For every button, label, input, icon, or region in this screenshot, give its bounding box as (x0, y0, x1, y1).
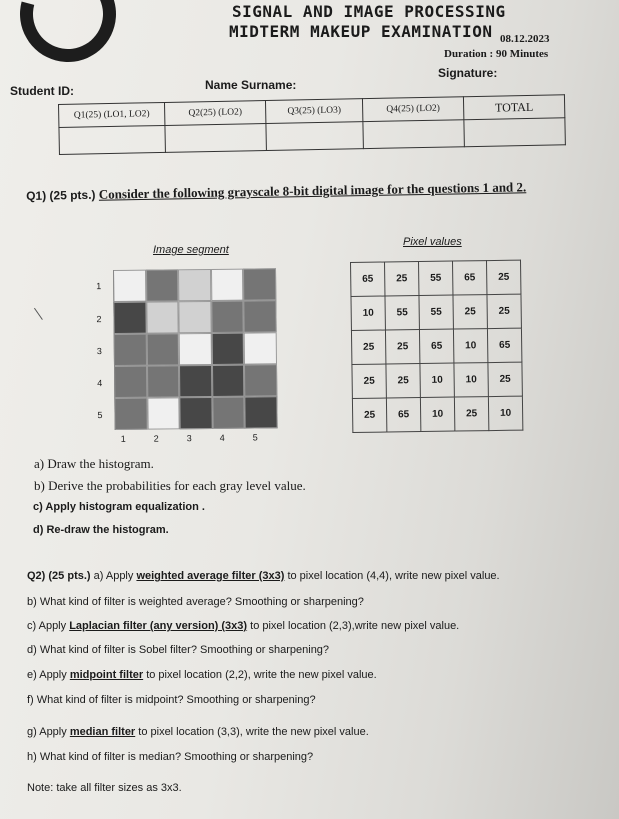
image-pixel-cell (211, 301, 244, 333)
image-pixel-cell (210, 269, 243, 301)
q2-part-b: b) What kind of filter is weighted average? Smoothing or sharpening? (27, 596, 364, 608)
image-pixel-cell (146, 333, 179, 365)
image-segment-figure (96, 268, 277, 444)
student-id-label: Student ID: (10, 84, 74, 98)
q2-g-pre: g) Apply (27, 726, 70, 738)
grade-header-q2: Q2(25) (LO2) (164, 101, 265, 126)
pixel-value-cell: 25 (385, 262, 419, 296)
q2-c-post: to pixel location (2,3),write new pixel value. (247, 620, 460, 632)
pixel-values-figure (350, 260, 523, 433)
pixel-value-cell: 25 (486, 260, 520, 294)
col-label: 5 (252, 432, 258, 443)
exam-duration: Duration : 90 Minutes (444, 48, 549, 60)
pixel-row (352, 396, 522, 432)
score-cell-q3 (266, 122, 364, 151)
image-pixel-cell (114, 366, 147, 398)
image-pixel-cell (244, 332, 277, 364)
pixel-value-cell: 25 (487, 294, 521, 328)
q1-prefix: Q1) (25 pts.) (26, 187, 96, 203)
q1-part-c: c) Apply histogram equalization . (33, 501, 205, 513)
pixel-value-cell: 10 (488, 396, 522, 430)
pixel-value-cell: 10 (351, 296, 385, 330)
image-pixel-cell (179, 365, 212, 397)
score-cell-q4 (363, 120, 464, 149)
image-pixel-cell (244, 364, 277, 396)
image-segment-caption: Image segment (153, 244, 229, 256)
q2-part-d: d) What kind of filter is Sobel filter? Smoothing or sharpening? (27, 644, 330, 656)
q2-e-post: to pixel location (2,2), write the new pixel value. (143, 669, 377, 681)
row-label: 4 (97, 378, 103, 389)
pixel-value-cell: 65 (452, 261, 486, 295)
image-pixel-cell (244, 396, 277, 428)
image-pixel-cell (113, 270, 146, 302)
q2-part-e (27, 669, 377, 681)
q2-e-filter: midpoint filter (69, 669, 144, 681)
grade-header-q3: Q3(25) (LO3) (265, 99, 362, 124)
col-label: 3 (186, 433, 192, 444)
image-pixel-cell (212, 397, 245, 429)
row-label: 2 (96, 314, 102, 325)
image-segment-grid (113, 268, 277, 430)
q2-c-pre: c) Apply (27, 620, 70, 632)
pixel-value-cell: 65 (487, 328, 521, 362)
exam-title-line2: MIDTERM MAKEUP EXAMINATION (229, 22, 493, 41)
q1-part-d: d) Re-draw the histogram. (33, 524, 169, 536)
q2-a-pre: a) Apply (90, 570, 137, 582)
grade-header-total: TOTAL (463, 95, 564, 120)
pixel-value-cell: 55 (385, 296, 419, 330)
pixel-value-cell: 10 (454, 363, 488, 397)
pixel-value-cell: 55 (419, 295, 453, 329)
score-cell-total (464, 118, 565, 147)
score-cell-q1 (59, 125, 165, 154)
pixel-value-cell: 25 (453, 295, 487, 329)
signature-label: Signature: (438, 66, 498, 80)
row-label: 1 (96, 281, 102, 292)
image-pixel-cell (145, 269, 178, 301)
q2-a-post: to pixel location (4,4), write new pixel value. (284, 570, 500, 582)
q2-e-pre: e) Apply (27, 669, 70, 681)
image-pixel-cell (211, 333, 244, 365)
image-pixel-cell (179, 333, 212, 365)
q2-part-a (27, 570, 500, 582)
col-label: 2 (153, 433, 159, 444)
grade-header-q4: Q4(25) (LO2) (362, 97, 463, 122)
image-pixel-cell (178, 301, 211, 333)
pixel-value-cell: 25 (386, 364, 420, 398)
exam-date: 08.12.2023 (500, 33, 550, 45)
image-pixel-cell (114, 334, 147, 366)
grade-table (58, 94, 566, 155)
pixel-value-cell: 10 (453, 329, 487, 363)
pixel-value-cell: 10 (420, 363, 454, 397)
pixel-values-caption: Pixel values (403, 236, 462, 248)
q2-part-g (27, 726, 369, 738)
image-pixel-cell (147, 397, 180, 429)
image-pixel-cell (178, 269, 211, 301)
q2-prefix: Q2) (25 pts.) (27, 570, 91, 582)
pixel-row (351, 328, 521, 364)
pixel-value-cell: 55 (419, 261, 453, 295)
pixel-value-cell: 25 (351, 330, 385, 364)
pixel-value-cell: 65 (386, 398, 420, 432)
pixel-value-cell: 25 (454, 397, 488, 431)
image-pixel-cell (243, 268, 276, 300)
image-pixel-cell (114, 398, 147, 430)
pixel-row (351, 294, 521, 330)
pixel-row (351, 260, 521, 296)
pixel-row (352, 362, 522, 398)
row-label: 3 (96, 346, 102, 357)
q1-part-b: b) Derive the probabilities for each gray level value. (34, 478, 306, 493)
pixel-value-cell: 25 (385, 330, 419, 364)
q1-statement (26, 179, 526, 204)
pixel-value-cell: 25 (352, 364, 386, 398)
score-cell-q2 (165, 124, 266, 153)
q2-part-f: f) What kind of filter is midpoint? Smoothing or sharpening? (27, 694, 316, 706)
col-label: 4 (219, 432, 225, 443)
q2-a-filter: weighted average filter (3x3) (136, 570, 285, 582)
q2-g-post: to pixel location (3,3), write the new pixel value. (135, 726, 369, 738)
name-surname-label: Name Surname: (205, 78, 297, 92)
q2-c-filter: Laplacian filter (any version) (3x3) (69, 620, 248, 632)
col-label: 1 (120, 433, 126, 444)
image-pixel-cell (147, 365, 180, 397)
filter-size-note: Note: take all filter sizes as 3x3. (27, 782, 182, 794)
image-pixel-cell (211, 365, 244, 397)
pixel-value-cell: 10 (420, 397, 454, 431)
q2-g-filter: median filter (69, 726, 136, 738)
pixel-values-table (350, 260, 523, 433)
grade-header-q1: Q1(25) (LO1, LO2) (59, 102, 165, 127)
row-label: 5 (97, 410, 103, 421)
pixel-value-cell: 65 (351, 262, 385, 296)
q2-part-h: h) What kind of filter is median? Smoothing or sharpening? (27, 751, 314, 763)
image-pixel-cell (113, 302, 146, 334)
q2-part-c (27, 620, 459, 632)
pixel-value-cell: 65 (419, 329, 453, 363)
q1-part-a: a) Draw the histogram. (34, 456, 154, 471)
image-pixel-cell (146, 301, 179, 333)
image-pixel-cell (243, 300, 276, 332)
exam-title-line1: SIGNAL AND IMAGE PROCESSING (232, 2, 506, 21)
image-pixel-cell (179, 397, 212, 429)
pixel-value-cell: 25 (488, 362, 522, 396)
pen-mark (34, 302, 51, 320)
q1-text: Consider the following grayscale 8-bit digital image for the questions 1 and 2. (98, 179, 527, 202)
university-logo (2, 0, 133, 80)
pixel-value-cell: 25 (352, 398, 386, 432)
